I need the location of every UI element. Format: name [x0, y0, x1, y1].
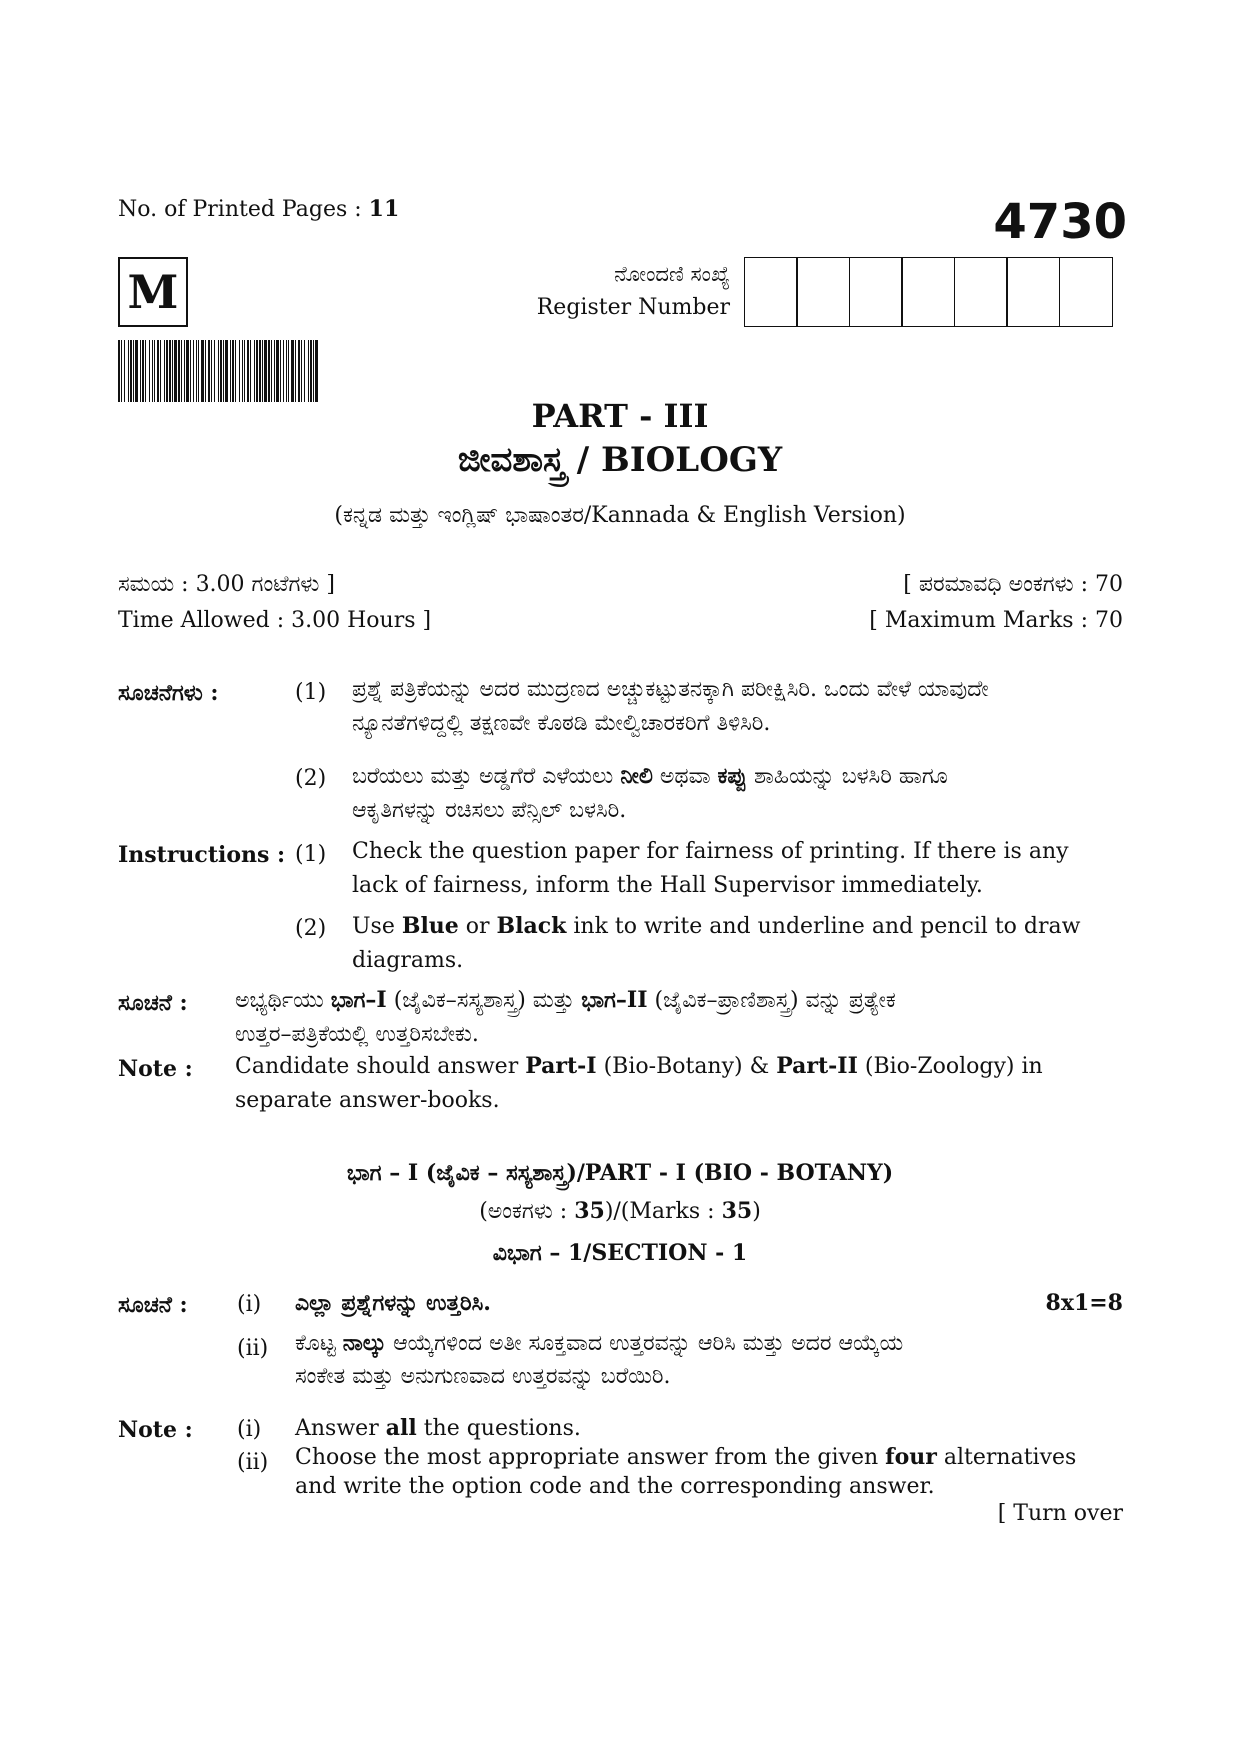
item-number: (i)	[237, 1417, 262, 1442]
section-note-text-kn-1: ಎಲ್ಲಾ ಪ್ರಶ್ನೆಗಳನ್ನು ಉತ್ತರಿಸಿ.	[295, 1290, 491, 1316]
item-number: (i)	[237, 1292, 262, 1317]
section-note-text-1: Answer all the questions.	[295, 1415, 581, 1441]
instructions-label: Instructions :	[118, 842, 286, 868]
time-row-en: Time Allowed : 3.00 Hours ] [ Maximum Marks : 70	[118, 608, 1123, 633]
register-digit-box[interactable]	[1059, 257, 1113, 327]
version-letter-box: M	[118, 257, 188, 327]
item-number: (ii)	[237, 1336, 269, 1361]
subject-title: ಜೀವಶಾಸ್ತ್ರ / BIOLOGY	[457, 440, 783, 480]
barcode-image	[118, 340, 320, 402]
section-heading: ಭಾಗ – I (ಜೈವಿಕ – ಸಸ್ಯಶಾಸ್ತ್ರ)/PART - I (BIO - BOTANY)	[346, 1160, 894, 1186]
register-digit-box[interactable]	[744, 257, 798, 327]
paper-code: 4730	[993, 194, 1127, 250]
section-number: ವಿಭಾಗ – 1/SECTION - 1	[492, 1240, 748, 1266]
item-number: (ii)	[237, 1450, 269, 1475]
section-note-label-kn: ಸೂಚನೆ :	[118, 1292, 188, 1318]
register-digit-box[interactable]	[954, 257, 1008, 327]
instruction-text-kn-2: ಬರೆಯಲು ಮತ್ತು ಅಡ್ಡಗೆರೆ ಎಳೆಯಲು ನೀಲಿ ಅಥವಾ ಕಪ್ಪು ಶಾಹಿಯನ್ನು ಬಳಸಿರಿ ಹಾಗೂ ಆಕೃತಿಗಳನ್ನು ರಚಿಸಲು ಪೆನ್ಸಿಲ್ ಬಳಸಿರಿ.	[352, 763, 948, 823]
item-number: (2)	[295, 766, 327, 791]
version-line: (ಕನ್ನಡ ಮತ್ತು ಇಂಗ್ಲಿಷ್ ಭಾಷಾಂತರ/Kannada & English Version)	[334, 503, 906, 528]
section-note-text-kn-2: ಕೊಟ್ಟ ನಾಲ್ಕು ಆಯ್ಕೆಗಳಿಂದ ಅತೀ ಸೂಕ್ತವಾದ ಉತ್ತರವನ್ನು ಆರಿಸಿ ಮತ್ತು ಅದರ ಆಯ್ಕೆಯ ಸಂಕೇತ ಮತ್ತು ಅನುಗುಣವಾದ ಉತ್ತರವನ್ನು ಬರೆಯಿರಿ.	[295, 1330, 904, 1389]
instruction-text-kn-1: ಪ್ರಶ್ನೆ ಪತ್ರಿಕೆಯನ್ನು ಅದರ ಮುದ್ರಣದ ಅಚ್ಚುಕಟ್ಟುತನಕ್ಕಾಗಿ ಪರೀಕ್ಷಿಸಿರಿ. ಒಂದು ವೇಳೆ ಯಾವುದೇ ನ್ಯೂನತೆಗಳಿದ್ದಲ್ಲಿ ತಕ್ಷಣವೇ ಕೊಠಡಿ ಮೇಲ್ವಿಚಾರಕರಿಗೆ ತಿಳಿಸಿರಿ.	[352, 677, 989, 736]
note-label-kn: ಸೂಚನೆ :	[118, 990, 188, 1016]
section-note-text-2: Choose the most appropriate answer from the given four alternatives and write the option code and the corresponding answer.	[295, 1444, 1077, 1499]
part-title: PART - III	[531, 397, 709, 435]
note-label: Note :	[118, 1056, 193, 1082]
register-digit-box[interactable]	[1006, 257, 1060, 327]
turn-over-note: [ Turn over	[997, 1501, 1123, 1526]
register-digit-box[interactable]	[796, 257, 850, 327]
note-text-kn: ಅಭ್ಯರ್ಥಿಯು ಭಾಗ–I (ಜೈವಿಕ–ಸಸ್ಯಶಾಸ್ತ್ರ) ಮತ್ತು ಭಾಗ–II (ಜೈವಿಕ–ಪ್ರಾಣಿಶಾಸ್ತ್ರ) ವನ್ನು ಪ್ರತ್ಯೇಕ ಉತ್ತರ–ಪತ್ರಿಕೆಯಲ್ಲಿ ಉತ್ತರಿಸಬೇಕು.	[235, 987, 896, 1047]
instruction-text-en-1: Check the question paper for fairness of printing. If there is any lack of fairness, inform the Hall Supervisor immediately.	[352, 839, 1069, 898]
instruction-text-en-2: Use Blue or Black ink to write and underline and pencil to draw diagrams.	[352, 913, 1081, 973]
register-digit-box[interactable]	[849, 257, 903, 327]
register-number-boxes[interactable]	[745, 257, 1113, 327]
item-number: (1)	[295, 680, 327, 705]
item-number: (1)	[295, 842, 327, 867]
register-number-label: Register Number	[536, 295, 730, 320]
section-note-label: Note :	[118, 1417, 193, 1443]
section-marks-formula: 8x1=8	[1045, 1290, 1123, 1316]
section-marks: (ಅಂಕಗಳು : 35)/(Marks : 35)	[479, 1198, 761, 1224]
item-number: (2)	[295, 916, 327, 941]
printed-pages: No. of Printed Pages : 11	[118, 196, 400, 222]
time-row-kn: ಸಮಯ : 3.00 ಗಂಟೆಗಳು ] [ ಪರಮಾವಧಿ ಅಂಕಗಳು : 70	[118, 572, 1123, 597]
register-digit-box[interactable]	[901, 257, 955, 327]
register-number-label-kn: ನೋಂದಣಿ ಸಂಖ್ಯೆ	[614, 262, 730, 286]
instructions-label-kn: ಸೂಚನೆಗಳು :	[118, 680, 219, 706]
note-text: Candidate should answer Part-I (Bio-Botany) & Part-II (Bio-Zoology) in separate answer-books.	[235, 1053, 1043, 1113]
